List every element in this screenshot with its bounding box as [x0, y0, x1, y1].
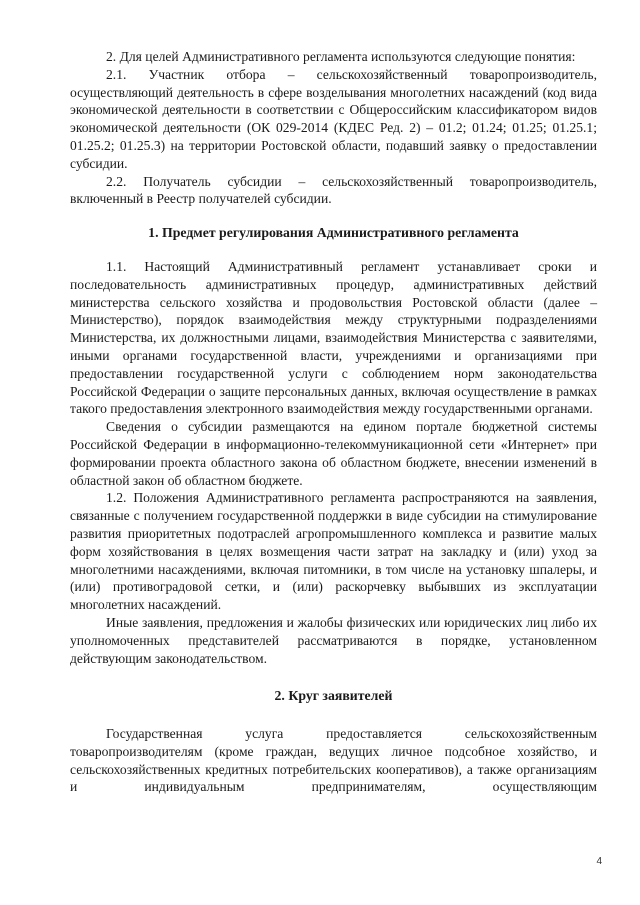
page-number: 4 [596, 856, 602, 867]
paragraph-1-1: 1.1. Настоящий Административный регламент устанавливает сроки и последовательность административных процедур, административных действий министерства сельского хозяйства и продовольствия Ростовской области (далее – Министерство), порядок взаимодействия между структурными подразделениями Министерства, их должностными лицами, взаимодействия Министерства с заявителями, иными органами государственной власти, учреждениями и организациями при предоставлении государственной услуги с соблюдением норм законодательства Российской Федерации о защите персональных данных, включая осуществление в рамках такого предоставления электронного взаимодействия между государственными органами. [70, 258, 597, 417]
paragraph-1-2: 1.2. Положения Административного регламента распространяются на заявления, связанные с получением государственной поддержки в виде субсидии на стимулирование развития приоритетных подотраслей агропромышленного комплекса и развитие малых форм хозяйствования в целях возмещения части затрат на закладку и (или) уход за многолетними насаждениями, включая питомники, в том числе на установку шпалеры, и (или) противоградовой сетки, и (или) раскорчевку выбывших из эксплуатации многолетних насаждений. [70, 490, 597, 613]
other-applications-paragraph: Иные заявления, предложения и жалобы физических или юридических лиц либо их уполномоченных представителей рассматриваются в порядке, установленном действующим законодательством. [70, 614, 597, 666]
applicants-paragraph: Государственная услуга предоставляется сельскохозяйственным товаропроизводителям (кроме граждан, ведущих личное подсобное хозяйство, и сельскохозяйственных кредитных потребительских кооперативов), а также организациям и индивидуальным предпринимателям, осуществляющим [70, 726, 597, 795]
definitions-paragraph: 2. Для целей Административного регламента используются следующие понятия: [106, 49, 576, 64]
subsidy-info-paragraph: Сведения о субсидии размещаются на едином портале бюджетной системы Российской Федерации в информационно-телекоммуникационной сети «Интернет» при формировании проекта областного закона об областном бюджете, внесении изменений в областной закон об областном бюджете. [70, 419, 597, 488]
document-page [70, 48, 597, 796]
definition-participant-paragraph: 2.1. Участник отбора – сельскохозяйственный товаропроизводитель, осуществляющий деятельность в сфере возделывания многолетних насаждений (код вида экономической деятельности в соответствии с Общероссийским классификатором видов экономической деятельности (ОК 029-2014 (КДЕС Ред. 2) – 01.2; 01.24; 01.25; 01.25.1; 01.25.2; 01.25.3) на территории Ростовской области, подавший заявку о предоставлении субсидии. [70, 66, 597, 171]
section-heading-regulation-subject: 1. Предмет регулирования Административного регламента [148, 225, 519, 241]
definition-recipient-paragraph: 2.2. Получатель субсидии – сельскохозяйственный товаропроизводитель, включенный в Реестр получателей субсидии. [70, 173, 597, 207]
section-heading-applicants: 2. Круг заявителей [274, 688, 393, 704]
